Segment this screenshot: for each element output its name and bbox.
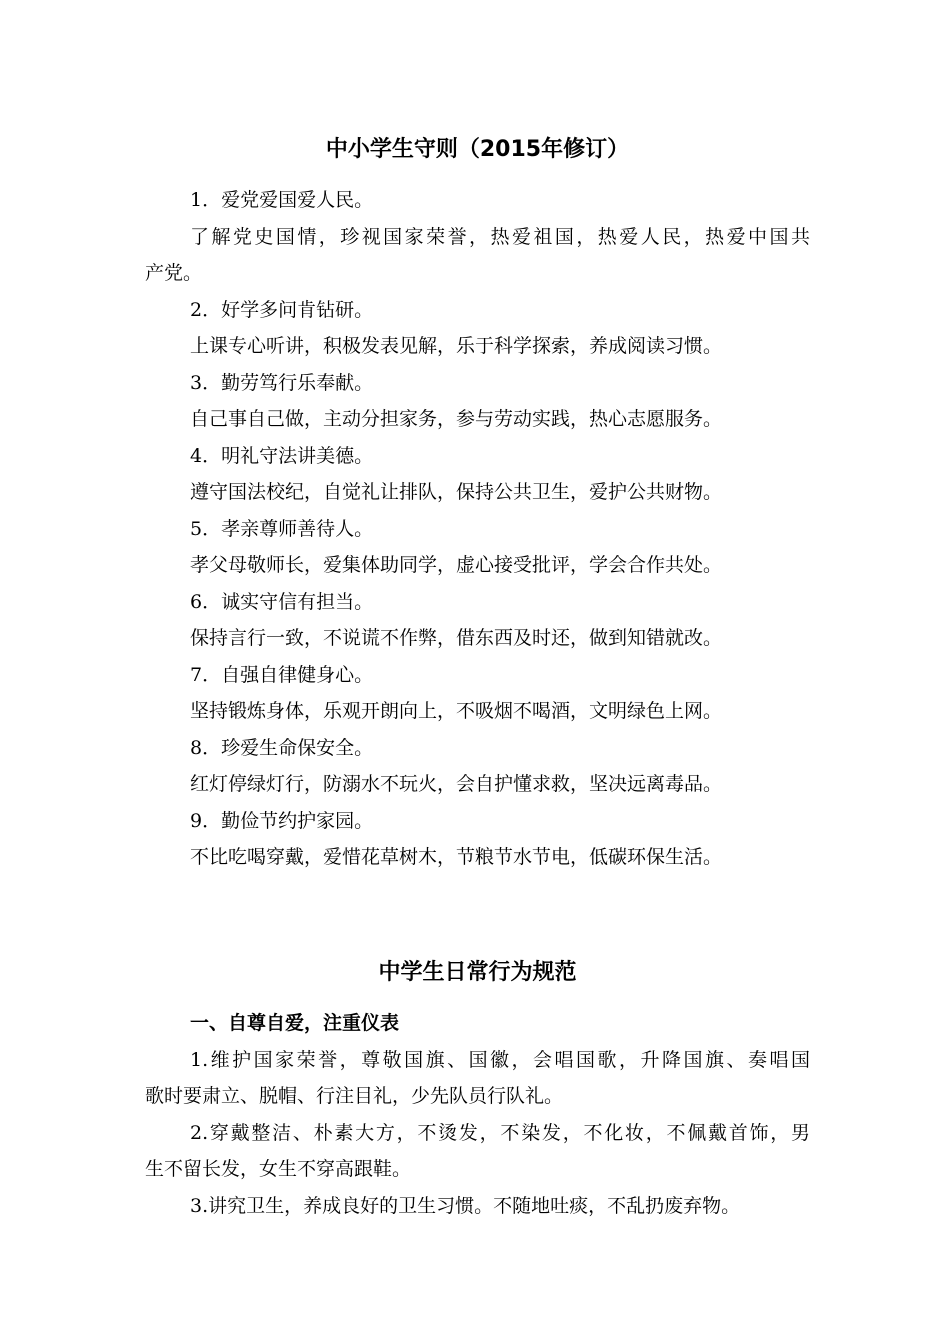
norm-item-continuation: 生不留长发，女生不穿高跟鞋。	[145, 1158, 412, 1180]
rule-heading: 5．孝亲尊师善待人。	[190, 517, 374, 540]
rule-heading: 2．好学多问肯钻研。	[190, 298, 374, 321]
rule-heading: 4．明礼守法讲美德。	[190, 444, 374, 467]
rules-title: 中小学生守则（2015年修订）	[325, 137, 630, 162]
rule-body: 孝父母敬师长，爱集体助同学，虚心接受批评，学会合作共处。	[190, 554, 723, 576]
rule-body-continuation: 产党。	[145, 262, 203, 284]
rule-body: 遵守国法校纪，自觉礼让排队，保持公共卫生，爱护公共财物。	[190, 481, 723, 503]
rule-body: 红灯停绿灯行，防溺水不玩火，会自护懂求救，坚决远离毒品。	[190, 773, 723, 795]
rule-body: 上课专心听讲，积极发表见解，乐于科学探索，养成阅读习惯。	[190, 335, 723, 357]
section-heading: 一、自尊自爱，注重仪表	[190, 1012, 400, 1034]
norm-item: 2.穿戴整洁、朴素大方，不烫发，不染发，不化妆，不佩戴首饰，男	[190, 1121, 810, 1144]
rule-body: 了解党史国情，珍视国家荣誉，热爱祖国，热爱人民，热爱中国共	[190, 225, 810, 248]
norm-item: 3.讲究卫生，养成良好的卫生习惯。不随地吐痰，不乱扔废弃物。	[190, 1194, 741, 1217]
norm-item: 1.维护国家荣誉，尊敬国旗、国徽，会唱国歌，升降国旗、奏唱国	[190, 1048, 810, 1071]
rule-body: 自己事自己做，主动分担家务，参与劳动实践，热心志愿服务。	[190, 408, 723, 430]
rule-heading: 1．爱党爱国爱人民。	[190, 189, 374, 211]
norms-title: 中学生日常行为规范	[378, 960, 577, 985]
rule-heading: 7．自强自律健身心。	[190, 663, 374, 686]
rule-body: 不比吃喝穿戴，爱惜花草树木，节粮节水节电，低碳环保生活。	[190, 846, 723, 868]
rule-heading: 6．诚实守信有担当。	[190, 590, 374, 613]
rule-heading: 3．勤劳笃行乐奉献。	[190, 371, 374, 394]
norms-section	[145, 1005, 810, 1224]
rule-body: 坚持锻炼身体，乐观开朗向上，不吸烟不喝酒，文明绿色上网。	[190, 700, 723, 722]
rule-body: 保持言行一致，不说谎不作弊，借东西及时还，做到知错就改。	[190, 627, 723, 649]
norm-item-continuation: 歌时要肃立、脱帽、行注目礼，少先队员行队礼。	[145, 1085, 564, 1107]
rules-list	[145, 182, 810, 876]
rule-heading: 8．珍爱生命保安全。	[190, 736, 374, 759]
rule-heading: 9．勤俭节约护家园。	[190, 809, 374, 832]
